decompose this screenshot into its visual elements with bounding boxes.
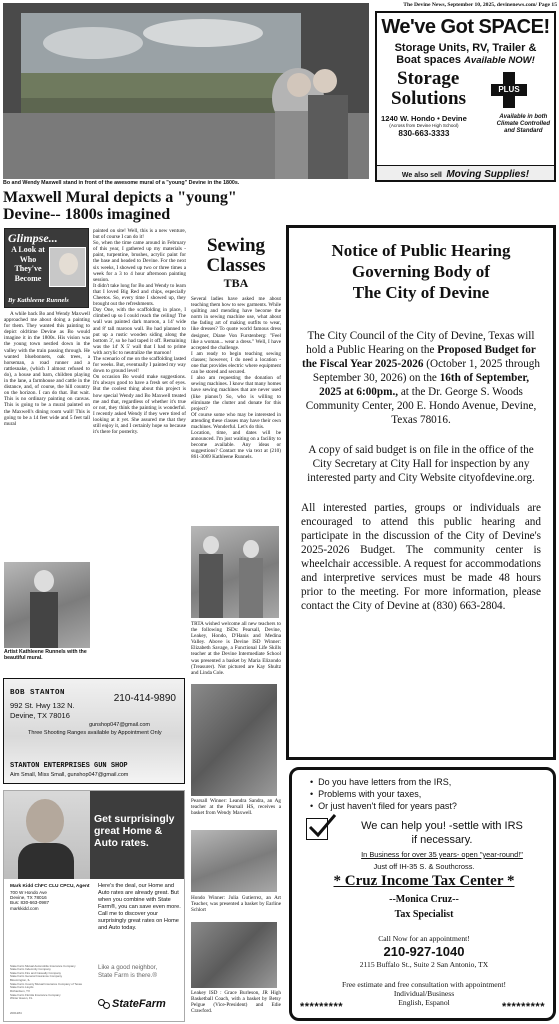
sf-logo <box>98 998 166 1010</box>
cruz-help-1: We can help you! -settle with IRS <box>361 820 523 832</box>
notice-p1b: Proposed Budget for the Fiscal Year 2025-2026 <box>301 344 536 370</box>
notice-paragraph-3: All interested parties, groups or individuals are encouraged to attend this public hearing and participate in the discussion of the City of Devine's 2025-2026 Budget. The community center is wheelchair accessible. A request for accommodations and interpretive services must be made 48 hours prior to the meeting. For more information, please contact the City of Devine at (830) 663-2804. <box>301 502 541 612</box>
cruz-exit: Just off IH-35 S. & Southcross. <box>373 862 475 871</box>
cruz-tax-ad <box>289 767 556 1021</box>
columnist-byline: By Kathleene Runnels <box>8 297 69 304</box>
sewing-title-line3: TBA <box>223 276 249 290</box>
sf-fine: State Farm Mutual Automobile Insurance Company State Farm Indemnity Company State Farm Fire and Casualty Company State Farm General Insurance Company Bloomington, IL <box>10 964 76 982</box>
sf-tagline: Like a good neighbor, <box>98 964 158 971</box>
gun-address1: 992 St. Hwy 132 N. <box>10 701 75 710</box>
cruz-bullet-3-text: Or just haven't filed for years past? <box>318 801 457 811</box>
cruz-help-2: if necessary. <box>411 834 473 846</box>
storage-headline: We've Got SPACE! <box>381 16 550 38</box>
hondo-photo <box>191 830 277 892</box>
leakey-caption: Leakey ISD : Grace Burleson, JR High Basketball Coach, with a basket by Betsy Pelgue (Vice-President) and Edie Crawford. <box>191 990 281 1015</box>
artist-photo <box>4 562 90 648</box>
sewing-text: Several ladies have asked me about teaching them how to sew garments. While quilting and mending have become the norm in sewing machine use, what about the fading art of making outfits to wear, like dresses? To quote world famous dress designer, Diane Von Furstenberg: "Feel like a woman... wear a dress." Well, I have accepted the challenge. I am ready to begin teaching sewing classes; however, I do need a location - one that provides electric where equipment can be stored and secured. I also am requesting the donation of sewing machines. I know that many homes have sewing machines that are never used (like pianos!) So, who is willing to eliminate the clutter and donate for this project? Of course some who may be interested in attending these classes may have their own machines. Wonderful. Let's do this. Location, time, and dates will be announced. I'm just waiting on a facility to become available. Any ideas or suggestions? Contact me via text at (210) 861-3069 Kathleene Runnels. <box>191 296 281 461</box>
gun-phone: 210-414-9890 <box>113 693 176 704</box>
storage-bottom-bar <box>377 165 554 180</box>
gun-shop-name: STANTON ENTERPRISES GUN SHOP <box>10 762 128 770</box>
storage-brand-line1: Storage <box>397 68 460 89</box>
cruz-stars-left: ********* <box>300 1001 344 1013</box>
storage-line1: Storage Units, RV, Trailer & <box>394 42 537 54</box>
sewing-title-line1: Sewing <box>206 235 266 256</box>
cruz-address: 2115 Buffalo St., Suite 2 San Antonio, TX <box>359 960 489 969</box>
storage-phone: 830-663-3333 <box>398 129 450 138</box>
storage-address: 1240 W. Hondo • Devine <box>381 114 467 123</box>
cruz-lang-1: Individual/Business <box>393 989 455 998</box>
sf-logo-text: StateFarm <box>112 998 166 1010</box>
pearsall-caption: Pearsall Winner: Leandra Sandra, an Ag teacher at the Pearsall HS, receives a basket from Wendy Maxwell. <box>191 798 281 817</box>
cruz-free: Free estimate and free consultation with appointment! <box>341 980 507 989</box>
cruz-person: --Monica Cruz-- <box>389 894 459 905</box>
notice-paragraph-2: A copy of said budget is on file in the office of the City Secretary at City Hall for inspection by any interested party and City Website cityofdevine.org. <box>307 444 535 484</box>
sewing-title-line2: Classes <box>206 255 266 276</box>
storage-line2-em: Available NOW! <box>464 55 535 66</box>
storage-address-note: (Across from Devine High School) <box>389 123 459 128</box>
plus-cross-icon <box>491 72 527 108</box>
mural-col1-text: A while back Bo and Wendy Maxwell approached me about doing a painting for them. They wanted this painting to depict old/time Devine as Bo would imagine it in the 1800s. His vision was the young town nestled down in the valley with the train passing through. He wanted bluebonnets, oak trees, a horseman, a road runner and a rattlesnake, (which I almost refused to do), a house and barn, children playing in the lane, a farmhouse and cattle in the distance, and, of course, the hill country on the horizon. I can do that. But wait. This is no ordinary painting on canvas. This is going to be a mural painted on the Maxwell's dining room wall! This is going to be a 14 feet wide and 5 feet tall mural <box>4 311 90 427</box>
notice-paragraph-1 <box>301 329 541 427</box>
page-header-line: The Devine News, September 10, 2025, devinenews.com/ Page 15 <box>403 2 557 8</box>
storage-bottom-bold: Moving Supplies! <box>446 169 530 180</box>
mural-photo-caption: Bo and Wendy Maxwell stand in front of the awesome mural of a "young" Devine in the 1800s. <box>3 180 240 186</box>
sf-agent: Mark Kidd ChFC CLU CPCU, Agent <box>10 884 90 889</box>
storage-contact <box>377 114 554 138</box>
notice-title-2: Governing Body of <box>352 262 490 281</box>
cruz-stars-right: ********* <box>501 1001 545 1013</box>
cruz-bullet-2-text: Problems with your taxes, <box>318 789 422 799</box>
sf-tagline2: State Farm is there.® <box>98 972 157 979</box>
trta-caption: TRTA wished welcome all new teachers to the following ISDs: Pearsall, Devine, Leakey, Hondo, D'Hanis and Medina Valley. Above is Devine ISD Winner: Elizabeth Savage, a Functional Life Skills teacher at the Devine Intermediate School was presented a basket by Maria Elizondo (Treasurer). Not pictured are Kay Shultz and Linda Cole. <box>191 621 281 676</box>
storage-brand-line2: Solutions <box>391 88 466 109</box>
notice-title-1: Notice of Public Hearing <box>331 241 511 260</box>
sf-body: Here's the deal, our Home and Auto rates are already great. But when you combine with State Farm®, you can save even more. Call me to discover your surprisingly great rates on Home and Auto today. <box>98 883 181 931</box>
cruz-bullet-1-text: Do you have letters from the IRS, <box>318 777 452 787</box>
trta-devine-photo <box>191 526 279 618</box>
storage-ad <box>375 11 556 182</box>
gun-shop-ad <box>3 678 185 784</box>
sf-logo-ovals-icon <box>98 999 110 1009</box>
storage-bottom-prefix: We also sell <box>401 172 442 179</box>
notice-p1d: 16th of September, 2025 at 6:00pm., <box>319 372 530 398</box>
mural-image <box>3 3 369 179</box>
checkbox-check-icon <box>306 818 328 840</box>
storage-side-note: Available in both Climate Controlled and Standard <box>496 114 550 134</box>
glimpse-subtitle: A Look at Who They've Become <box>11 245 45 283</box>
cruz-bullet-1: • Do you have letters from the IRS, <box>310 777 452 787</box>
sf-fine2: State Farm County Mutual Insurance Company of Texas State Farm Lloyds Richardson, TX <box>10 982 82 993</box>
agent-photo <box>4 791 90 879</box>
public-notice <box>286 225 556 760</box>
columnist-photo <box>49 247 86 287</box>
mural-col2-text: painted on site! Well, this is a new venture, but of course I can do it! So, when the time came around in February of this year, I gathered up my materials - paint, turpentine, brushes, acrylic paint for the base and headed to Devine. For the next six weeks, I showed up two or three times a week for a 3 to 4 hour afternoon painting session. It didn't take long for Bo and Wendy to learn that I loved Big Red and chips, especially Cheetos. So, every time I showed up, they brought out the refreshments. Day One, with the scaffolding in place, I climbed up so I could reach the ceiling! The wall was painted dark maroon, a 14' wide and 8' tall maroon wall. Bo had planned to put up a rustic wooden siding along the bottom 3', so he had taped it off. Remaining was the 14' X 5' wall that I had to prime with acrylic to neutralize the maroon! The scenario of me on the scaffolding lasted for weeks. But, eventually I painted my way down to ground level! On occasion Bo would make suggestions. It's always good to have a fresh set of eyes. But the coolest thing about this project is how special Wendy and Bo Maxwell treated me and that, regardless of whether it's true or not, they think the painting is wonderful. I recently asked Wendy if they were tired of looking at it yet. She assured me that they still enjoy it, and I certainly hope so because it's there for posterity. <box>93 228 186 436</box>
cruz-bullet-2: • Problems with your taxes, <box>310 789 422 799</box>
leakey-photo <box>191 922 277 988</box>
glimpse-box <box>4 228 89 308</box>
gun-ranges: Three Shooting Ranges available by Appointment Only <box>28 730 162 736</box>
sf-agent-lines: 700 W Hondo Ave Devine, TX 78016 Bus: 830-663-0987 markkidd.com <box>10 890 50 911</box>
notice-p1a: The City Council of the City of Devine, Texas will hold a Public Hearing on the <box>306 330 535 356</box>
sf-headline: Get surprisingly great Home & Auto rates. <box>94 813 175 849</box>
notice-p1c: (October 1, 2025 through September 30, 2026) on the <box>312 358 540 384</box>
cruz-call: Call Now for an appointment! <box>378 934 470 943</box>
glimpse-title: Glimpse... <box>8 231 58 245</box>
storage-brand <box>377 68 554 112</box>
storage-line2-wrap <box>377 54 554 66</box>
gun-footer: Aim Small, Miss Small, gunshop047@gmail.com <box>10 772 129 778</box>
cruz-bullets <box>310 776 457 812</box>
plus-label: PLUS <box>498 85 520 94</box>
gun-address2: Devine, TX 78016 <box>10 711 70 720</box>
cruz-phone: 210-927-1040 <box>383 944 465 959</box>
cruz-years: In Business for over 35 years- open "year-round!" <box>361 850 523 859</box>
cruz-role: Tax Specialist <box>394 909 454 920</box>
artist-caption: Artist Kathleene Runnels with the beautiful mural. <box>4 649 87 661</box>
pearsall-photo <box>191 684 277 796</box>
sewing-title <box>190 236 282 290</box>
hondo-caption: Hondo Winner: Julia Gutierrez, an Art Teacher, was presented a basket by Earline Schlort <box>191 895 281 914</box>
mural-headline: Maxwell Mural depicts a "young" Devine-- 1800s imagined <box>3 189 237 223</box>
storage-line2: Boat spaces <box>396 54 461 66</box>
sf-fine3: State Farm Florida Insurance Company Winter Haven, FL <box>10 993 61 1001</box>
mural-photo <box>3 3 369 179</box>
gun-email: gunshop047@gmail.com <box>89 722 150 728</box>
cruz-bullet-3: • Or just haven't filed for years past? <box>310 801 457 811</box>
cruz-lang-2: English, Espanol <box>398 998 450 1007</box>
cruz-name: * Cruz Income Tax Center * <box>333 873 515 889</box>
notice-title-3: The City of Devine <box>352 283 490 302</box>
gun-owner-name: BOB STANTON <box>10 689 66 697</box>
notice-p1e: at the Dr. George S. Woods Community Center, 200 E. Hondo Avenue, Devine, Texas 78016. <box>305 386 537 426</box>
sf-code: 2001284 <box>10 1011 22 1015</box>
state-farm-ad <box>3 790 185 1022</box>
